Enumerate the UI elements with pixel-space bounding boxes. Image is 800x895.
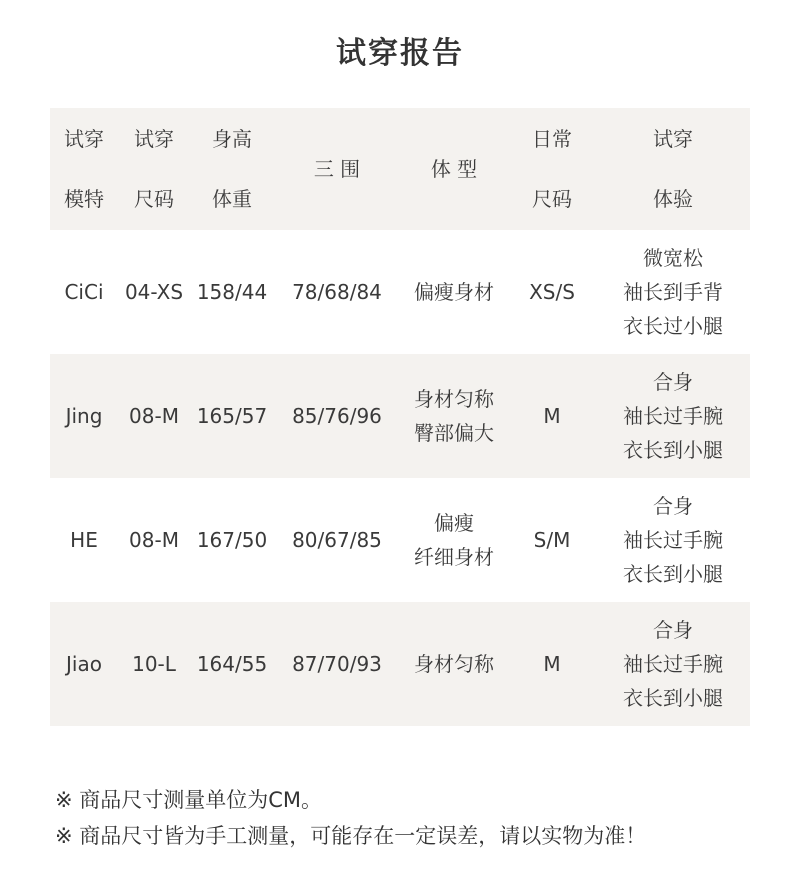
cell-body-type [400, 602, 508, 726]
experience-line: 合身 [653, 494, 693, 518]
cell-size: 08-M [129, 404, 179, 428]
experience-line: 衣长到小腿 [623, 686, 723, 710]
header-height-weight-line2: 体重 [212, 187, 252, 211]
header-model-line2: 模特 [64, 187, 104, 211]
header-height-weight-line1: 身高 [212, 127, 252, 151]
experience-line: 袖长过手腕 [623, 528, 723, 552]
cell-model: CiCi [64, 280, 104, 304]
page-title: 试穿报告 [336, 36, 464, 71]
notes-section [55, 782, 755, 854]
table-row [50, 602, 750, 726]
cell-body-type [400, 478, 508, 602]
header-experience-line2: 体验 [653, 187, 693, 211]
header-measurements-label: 三 围 [313, 157, 361, 181]
body-type-line: 偏瘦 [434, 511, 474, 535]
note-measurement-disclaimer: ※ 商品尺寸皆为手工测量，可能存在一定误差，请以实物为准！ [55, 824, 647, 848]
cell-model: Jiao [66, 652, 102, 676]
experience-line: 衣长过小腿 [623, 314, 723, 338]
body-type-line: 身材匀称 [414, 652, 494, 676]
cell-daily-size: M [543, 652, 561, 676]
header-size-line2: 尺码 [134, 187, 174, 211]
cell-size: 08-M [129, 528, 179, 552]
cell-model: HE [70, 528, 98, 552]
cell-experience [596, 230, 750, 354]
header-daily-size-line1: 日常 [532, 127, 572, 151]
header-size [118, 108, 190, 230]
fit-report-table [50, 108, 750, 726]
cell-experience [596, 478, 750, 602]
table-header-row [50, 108, 750, 230]
cell-measurements: 78/68/84 [292, 280, 382, 304]
cell-measurements: 87/70/93 [292, 652, 382, 676]
header-body-type [400, 108, 508, 230]
cell-size: 10-L [132, 652, 176, 676]
cell-daily-size: M [543, 404, 561, 428]
header-experience [596, 108, 750, 230]
cell-measurements: 80/67/85 [292, 528, 382, 552]
table-row [50, 354, 750, 478]
experience-line: 袖长过手腕 [623, 404, 723, 428]
header-daily-size-line2: 尺码 [532, 187, 572, 211]
cell-experience [596, 354, 750, 478]
header-daily-size [508, 108, 596, 230]
cell-height-weight: 164/55 [196, 652, 268, 676]
table-row [50, 230, 750, 354]
header-size-line1: 试穿 [134, 127, 174, 151]
table-row [50, 478, 750, 602]
cell-height-weight: 158/44 [196, 280, 268, 304]
cell-model: Jing [65, 404, 103, 428]
body-type-line: 偏瘦身材 [414, 280, 494, 304]
cell-daily-size: XS/S [529, 280, 575, 304]
header-model [50, 108, 118, 230]
header-height-weight [190, 108, 274, 230]
cell-size: 04-XS [124, 280, 184, 304]
cell-height-weight: 167/50 [196, 528, 268, 552]
header-body-type-label: 体 型 [430, 157, 478, 181]
header-experience-line1: 试穿 [653, 127, 693, 151]
experience-line: 袖长过手腕 [623, 652, 723, 676]
note-unit: ※ 商品尺寸测量单位为CM。 [55, 788, 323, 812]
body-type-line: 纤细身材 [414, 545, 494, 569]
experience-line: 袖长到手背 [623, 280, 723, 304]
experience-line: 微宽松 [643, 246, 703, 270]
cell-height-weight: 165/57 [196, 404, 268, 428]
cell-measurements: 85/76/96 [292, 404, 382, 428]
experience-line: 衣长到小腿 [623, 438, 723, 462]
cell-body-type [400, 354, 508, 478]
experience-line: 衣长到小腿 [623, 562, 723, 586]
header-model-line1: 试穿 [64, 127, 104, 151]
experience-line: 合身 [653, 618, 693, 642]
cell-experience [596, 602, 750, 726]
cell-body-type [400, 230, 508, 354]
body-type-line: 身材匀称 [414, 387, 494, 411]
header-measurements [274, 108, 400, 230]
cell-daily-size: S/M [533, 528, 571, 552]
body-type-line: 臀部偏大 [414, 421, 494, 445]
experience-line: 合身 [653, 370, 693, 394]
